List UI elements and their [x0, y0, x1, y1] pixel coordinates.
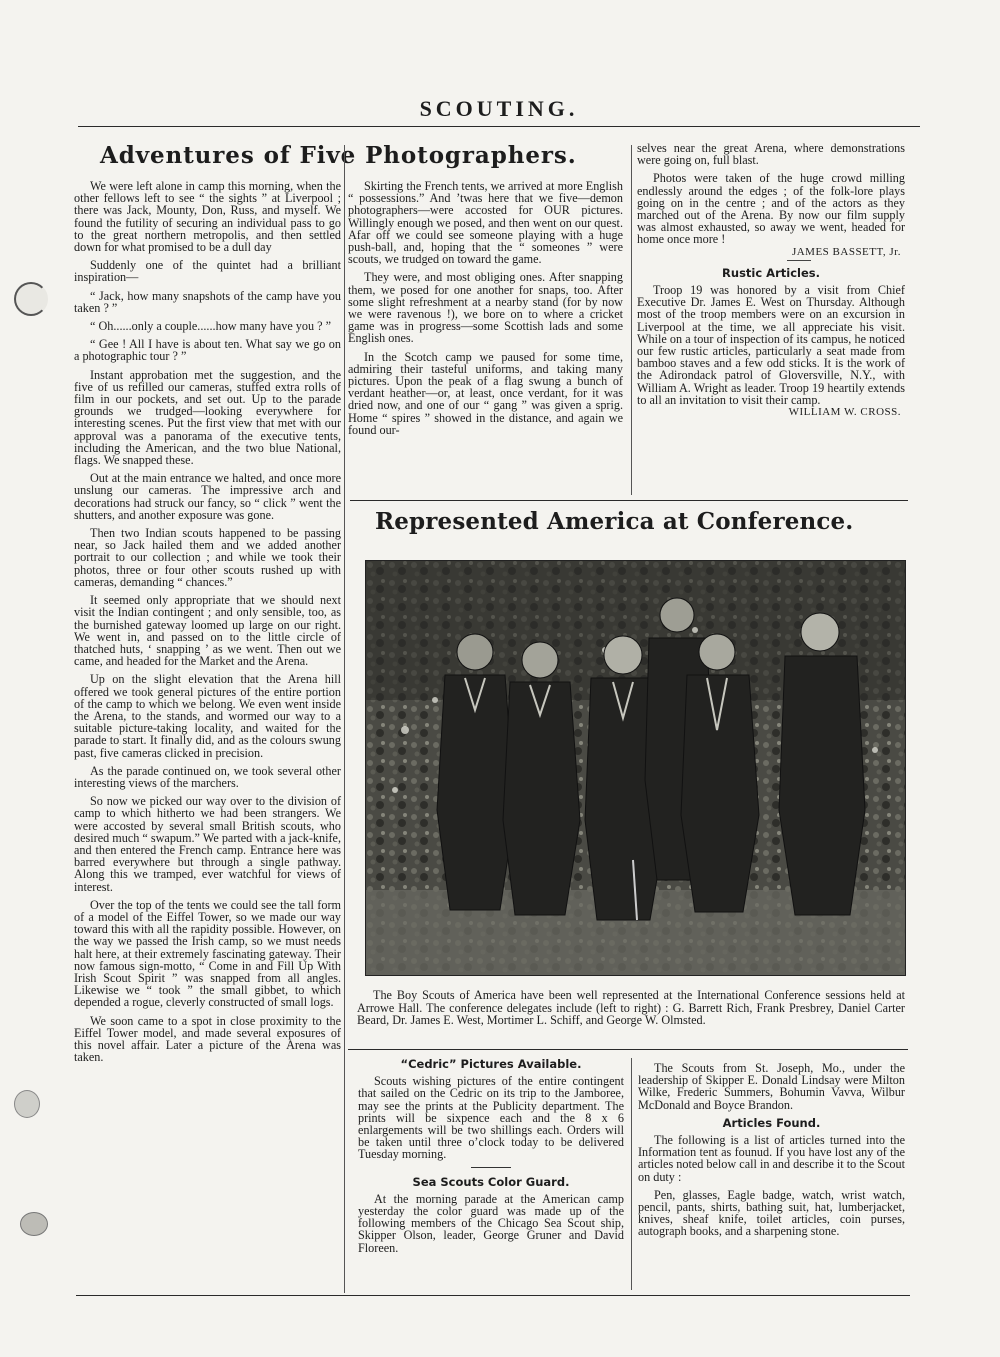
binder-hole-middle	[14, 1090, 40, 1118]
binder-hole-top	[14, 282, 48, 316]
paragraph: Photos were taken of the huge crowd milling endlessly around the edges ; of the folk-lore plays going on in the centre ; and of the actors as they marched out of the Arena. By now our film supply was almost exhausted, so away we went, headed for home once more !	[637, 171, 905, 247]
section-rule-conference	[350, 500, 908, 501]
short-divider	[471, 1167, 511, 1168]
person-figure-1	[437, 634, 515, 910]
page-bottom-rule	[76, 1295, 910, 1296]
binder-hole-bottom	[20, 1212, 48, 1236]
person-figure-2	[503, 642, 580, 915]
paragraph: “ Oh......only a couple......how many have you ? ”	[90, 319, 331, 334]
articles-found-list: Pen, glasses, Eagle badge, watch, wrist watch, pencil, pants, shirts, bathing suit, hat, lumberjacket, knives, sheaf knife, toilet articles, coin purses, autograph books, and a sharpening stone.	[638, 1187, 905, 1239]
paragraph: Out at the main entrance we halted, and once more unslung our cameras. The impressive arch and decorations had struck our fancy, so “ click ” went the shutters, and another exposure was gone.	[74, 471, 341, 522]
paragraph: It seemed only appropriate that we should next visit the Indian contingent ; and only sensible, too, as the burnished gateway loomed up large on our right. We went in, and passed on to the little circle of thatched huts, ‘ snapping ’ as we went. Then out we came, and headed for the Market and the Arena.	[74, 593, 341, 669]
photo-caption: The Boy Scouts of America have been well represented at the International Conference sessions held at Arrowe Hall. The conference delegates include (left to right) : G. Barrett Rich, Frank Presbrey, Daniel Carter Beard, Dr. James E. West, Mortimer L. Schiff, and George W. Olmsted.	[357, 988, 905, 1028]
column-divider-3	[631, 1058, 632, 1290]
paragraph: As the parade continued on, we took several other interesting views of the marchers.	[74, 763, 341, 790]
paragraph: So now we picked our way over to the division of camp to which hitherto we had been strangers. We were accosted by several small British scouts, who desired much “ swapum.” We parted with a jack-knife, and then entered the French camp. Entrance here was barred everywhere but through a single pathway. Along this we tramped, ever watchful for views of interest.	[74, 794, 341, 894]
signature-rule	[787, 260, 811, 261]
paragraph: Instant approbation met the suggestion, and the five of us refilled our cameras, stuffed extra rolls of film in our pockets, and set out. Up to the parade grounds we trudged—looking everywhere for interesting scenes. Put the first view that met with our approval was a panorama of the executive tents, including the American, and the two blue National, flags. We snapped these.	[74, 367, 341, 468]
column-divider-1	[344, 145, 345, 1293]
paragraph: selves near the great Arena, where demonstrations were going on, full blast.	[637, 141, 905, 168]
delegates-photograph	[365, 560, 906, 976]
article-headline-conference: Represented America at Conference.	[375, 508, 854, 535]
rustic-articles-body: Troop 19 was honored by a visit from Chief Executive Dr. James E. West on Thursday. Although most of the troop members were on an excursion in Liverpool at the time, we all appreciate his visit. While on a tour of inspection of its campus, he noticed our few rustic articles, particularly a seat made from bamboo staves and a few odd sticks. It is the work of the Adirondack patrol of Gloversville, N.Y., with William A. Wright as leader. Troop 19 heartily extends to all an invitation to visit their camp.	[637, 283, 905, 407]
cedric-body: Scouts wishing pictures of the entire contingent that sailed on the Cedric on its trip to the Jamboree, may see the prints at the Publicity department. The prints will be sixpence each and the 8 x 6 enlargements will be two shillings each. Orders will be taken until three o’clock today to be delivered Tuesday morning.	[358, 1074, 624, 1162]
column-divider-2	[631, 145, 632, 495]
paragraph: Skirting the French tents, we arrived at more English “ possessions.” And ’twas here that we five—demon photographers—were accosted for OUR pictures. Willingly enough we posed, and then went on our quest. Afar off we could see someone playing with a huge push-ball, and, hoping that the “ someones ” were scouts, we trudged on toward the game.	[348, 179, 623, 267]
person-figure-5	[681, 634, 759, 912]
paragraph: We were left alone in camp this morning, when the other fellows left to see “ the sights ” at Liverpool ; there was Jack, Mounty, Don, Russ, and myself. We found the futility of securing an individual pass to go to the great northern metropolis, and then settled down for what promised to be a dull day	[74, 179, 341, 255]
article-headline-adventures: Adventures of Five Photographers.	[100, 142, 577, 169]
paragraph: “ Gee ! All I have is about ten. What say we go on a photographic tour ? ”	[74, 337, 341, 364]
bottom-column-right	[638, 1062, 905, 1244]
article-column-3	[637, 142, 905, 420]
cedric-heading: “Cedric” Pictures Available.	[400, 1057, 582, 1071]
masthead: SCOUTING.	[419, 96, 579, 121]
section-rule-bottom	[348, 1049, 908, 1050]
sea-scouts-heading: Sea Scouts Color Guard.	[412, 1174, 570, 1189]
article-column-2	[348, 180, 623, 442]
paragraph: In the Scotch camp we paused for some time, admiring their tasteful uniforms, and taking many pictures. Upon the peak of a flag swung a bunch of verdant heather—or, at least, once verdant, for it was dried now, and one of our “ gang ” was given a sprig. Home “ spires ” showed in the distance, and again we found our-	[348, 349, 623, 437]
paragraph: Over the top of the tents we could see the tall form of a model of the Eiffel Tower, so we made our way toward this with all the rapidity possible. However, on the way we passed the Irish camp, so we must needs halt here, at their extremely fascinating gateway. Their now famous sign-motto, “ Come in and Fill Up With Irish Scout Spirit ” was snapped from all angles. Likewise we “ took ” the small gibbet, to which depended a rogue, cleverly constructed of small logs.	[74, 897, 341, 1010]
paragraph: Then two Indian scouts happened to be passing near, so Jack hailed them and we added another portrait to our collection ; and while we took their photos, three or four other scouts rushed up with cameras, demanding “ chances.”	[74, 526, 341, 589]
signature-bassett: JAMES BASSETT, Jr.	[791, 245, 901, 258]
article-column-1	[74, 180, 341, 1069]
sea-scouts-body: At the morning parade at the American camp yesterday the color guard was made up of the following members of the Chicago Sea Scout ship, Skipper Olson, leader, George Gruner and David Floreen.	[358, 1191, 624, 1255]
st-joseph-body: The Scouts from St. Joseph, Mo., under the leadership of Skipper E. Donald Lindsay were Milton Wilke, Frederic Summers, Bohumin Vavva, Wilbur McDonald and Boyce Brandon.	[638, 1061, 905, 1112]
paragraph: Suddenly one of the quintet had a brilliant inspiration—	[74, 258, 341, 285]
paragraph: Up on the slight elevation that the Arena hill offered we took general pictures of the entire portion of the camp to which we belong. We even went inside the Arena, to the stands, and wormed our way to a suitable picture-taking locality, and waited for the parade to start. It finally did, and as the colours swung past, five cameras clicked in precision.	[74, 672, 341, 760]
delegates-photo-illustration	[365, 560, 906, 976]
paragraph: They were, and most obliging ones. After snapping them, we posed for one another for snaps, too. After some slight refreshment at a nearby stand (for by now we were ravenous !), we bore on to where a cricket game was in progress—some Scottish lads and some English ones.	[348, 270, 623, 346]
person-figure-6	[779, 613, 865, 915]
signature-cross: WILLIAM W. CROSS.	[788, 406, 901, 419]
rustic-articles-heading: Rustic Articles.	[722, 265, 820, 280]
bottom-column-middle	[358, 1058, 624, 1260]
masthead-rule	[78, 126, 920, 127]
paragraph: “ Jack, how many snapshots of the camp have you taken ? ”	[74, 288, 341, 315]
paragraph: We soon came to a spot in close proximity to the Eiffel Tower model, and made several exposures of this novel affair. Later a picture of the Arena was taken.	[74, 1013, 341, 1065]
articles-found-intro: The following is a list of articles turned into the Information tent as founud. If you have lost any of the articles noted below call in and describe it to the Scout on duty :	[638, 1133, 905, 1184]
articles-found-heading: Articles Found.	[722, 1115, 821, 1130]
